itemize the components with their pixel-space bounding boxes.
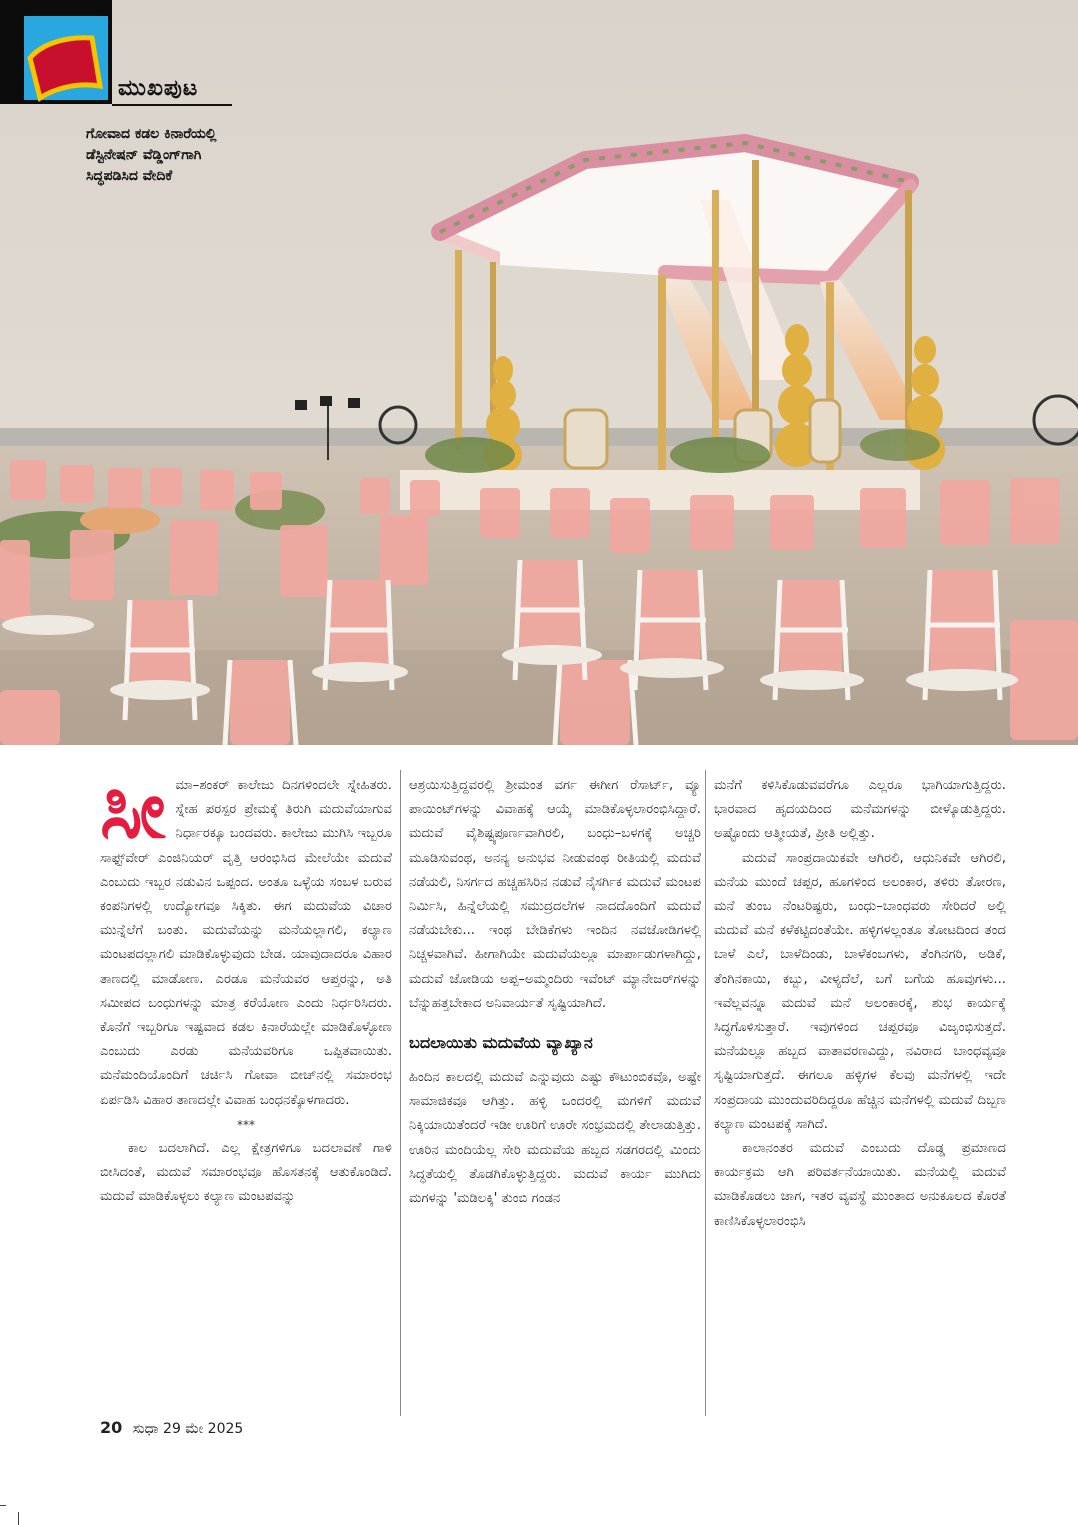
section-label-rule: [112, 104, 232, 106]
article-paragraph: ಹಿಂದಿನ ಕಾಲದಲ್ಲಿ ಮದುವೆ ಎನ್ನುವುದು ಎಷ್ಟು ಕೌಟುಂಬಿಕವೊ, ಅಷ್ಟೇ ಸಾಮಾಜಿಕವೂ ಆಗಿತ್ತು. ಹಳ್ಳಿ ಒಂದರಲ್ಲಿ ಮಗಳಿಗೆ ಮದುವೆ ನಿಕ್ಕಿಯಾಯಿತೆಂದರೆ ಇಡೀ ಊರಿಗೆ ಊರೇ ಸಂಭ್ರಮದಲ್ಲಿ ತೇಲಾಡುತ್ತಿತ್ತು. ಊರಿನ ಮಂದಿಯೆಲ್ಲ ಸೇರಿ ಮದುವೆಯ ಹಬ್ಬದ ಸಡಗರದಲ್ಲಿ ಮಿಂದು ಸಿದ್ಧತೆಯಲ್ಲಿ ತೊಡಗಿಕೊಳ್ಳುತ್ತಿದ್ದರು. ಮದುವೆ ಕಾರ್ಯ ಮುಗಿದು ಮಗಳನ್ನು 'ಮಡಿಲಕ್ಕಿ' ತುಂಬಿ ಗಂಡನ: [409, 1070, 701, 1207]
magazine-section-logo-icon: [0, 0, 112, 104]
article-paragraph: ಮನೆಗೆ ಕಳಿಸಿಕೊಡುವವರೆಗೂ ಎಲ್ಲರೂ ಭಾಗಿಯಾಗುತ್ತಿದ್ದರು. ಭಾರವಾದ ಹೃದಯದಿಂದ ಮನೆಮಗಳನ್ನು ಬೀಳ್ಕೊಡುತ್ತಿದ್ದರು. ಅಷ್ಟೊಂದು ಆತ್ಮೀಯತೆ, ಪ್ರೀತಿ ಅಲ್ಲಿತ್ತು.: [714, 778, 1006, 842]
page-footer: [100, 1418, 243, 1437]
caption-line: ಸಿದ್ಧಪಡಿಸಿದ ವೇದಿಕೆ: [86, 168, 173, 184]
magazine-date: ಸುಧಾ 29 ಮೇ 2025: [132, 1421, 244, 1437]
article-paragraph: [100, 762, 392, 1113]
article-paragraph: ಮದುವೆ ಸಾಂಪ್ರದಾಯಿಕವೇ ಆಗಿರಲಿ, ಆಧುನಿಕವೇ ಆಗಿರಲಿ, ಮನೆಯ ಮುಂದೆ ಚಪ್ಪರ, ಹೂಗಳಿಂದ ಅಲಂಕಾರ, ತಳಿರು ತೋರಣ, ಮನೆ ತುಂಬ ನೆಂಟರಿಷ್ಟರು, ಬಂಧು–ಬಾಂಧವರು ಸೇರಿದರೆ ಅಲ್ಲಿ ಮದುವೆ ಮನೆ ಕಳೆಕಟ್ಟಿದಂತೆಯೇ. ಹಳ್ಳಿಗಳಲ್ಲಂತೂ ತೋಟದಿಂದ ತಂದ ಬಾಳೆ ಎಲೆ, ಬಾಳೆದಿಂಡು, ಬಾಳೆಕಂಬಗಳು, ತೆಂಗಿನಗರಿ, ಅಡಿಕೆ, ತೆಂಗಿನಕಾಯಿ, ಕಬ್ಬು, ವೀಳ್ಯದೆಲೆ, ಬಗೆ ಬಗೆಯ ಹೂವುಗಳು... ಇವೆಲ್ಲವನ್ನೂ ಮದುವೆ ಮನೆ ಅಲಂಕಾರಕ್ಕೆ, ಶುಭ ಕಾರ್ಯಕ್ಕೆ ಸಿದ್ಧಗೊಳಿಸುತ್ತಾರೆ. ಇವುಗಳಿಂದ ಚಪ್ಪರವೂ ವಿಜೃಂಭಿಸುತ್ತದೆ. ಮನೆಯಲ್ಲೂ ಹಬ್ಬದ ವಾತಾವರಣವಿದ್ದು, ನವಿರಾದ ಬಾಂಧವ್ಯವೂ ಸೃಷ್ಟಿಯಾಗುತ್ತದೆ. ಈಗಲೂ ಹಳ್ಳಿಗಳ ಕೆಲವು ಮನೆಗಳಲ್ಲಿ ಇದೇ ಸಂಪ್ರದಾಯ ಮುಂದುವರಿದಿದ್ದರೂ ಹೆಚ್ಚಿನ ಮನೆಗಳಲ್ಲಿ ಮದುವೆ ದಿಬ್ಬಣ ಕಲ್ಯಾಣ ಮಂಟಪಕ್ಕೆ ಸಾಗಿದೆ.: [714, 850, 1006, 1132]
section-separator: ***: [237, 1117, 255, 1132]
column-divider: [400, 770, 401, 1416]
article-subheading: ಬದಲಾಯಿತು ಮದುವೆಯ ವ್ಯಾಖ್ಯಾನ: [409, 1033, 593, 1053]
article-column-2: [409, 774, 701, 1211]
article-column-1: [100, 762, 392, 1209]
dropcap: ಸೀ: [100, 762, 166, 856]
crop-mark: [0, 1505, 6, 1506]
article-column-3: [714, 774, 1006, 1234]
section-logo: [0, 0, 112, 104]
beach-wedding-photo: [0, 0, 1078, 745]
paragraph-text: ಮಾ–ಶಂಕರ್ ಕಾಲೇಜು ದಿನಗಳಿಂದಲೇ ಸ್ನೇಹಿತರು. ಸ್ನೇಹ ಪರಸ್ಪರ ಪ್ರೇಮಕ್ಕೆ ತಿರುಗಿ ಮದುವೆಯಾಗುವ ನಿರ್ಧಾರಕ್ಕೂ ಬಂದವರು. ಕಾಲೇಜು ಮುಗಿಸಿ ಇಬ್ಬರೂ ಸಾಫ್ಟ್‌ವೇರ್ ಎಂಜಿನಿಯರ್ ವೃತ್ತಿ ಆರಂಭಿಸಿದ ಮೇಲೆಯೇ ಮದುವೆ ಎಂಬುದು ಇಬ್ಬರ ನಡುವಿನ ಒಪ್ಪಂದ. ಅಂತೂ ಒಳ್ಳೆಯ ಸಂಬಳ ಬರುವ ಕಂಪನಿಗಳಲ್ಲಿ ಉದ್ಯೋಗವೂ ಸಿಕ್ಕಿತು. ಈಗ ಮದುವೆಯ ವಿಚಾರ ಮುನ್ನೆಲೆಗೆ ಬಂತು. ಮದುವೆಯನ್ನು ಮನೆಯಲ್ಲಾಗಲಿ, ಕಲ್ಯಾಣ ಮಂಟಪದಲ್ಲಾಗಲಿ ಮಾಡಿಕೊಳ್ಳುವುದು ಬೇಡ. ಯಾವುದಾದರೂ ವಿಹಾರ ತಾಣದಲ್ಲಿ ಮಾಡೋಣ. ಎರಡೂ ಮನೆಯವರ ಆಪ್ತರನ್ನು, ಅತಿ ಸಮೀಪದ ಬಂಧುಗಳನ್ನು ಮಾತ್ರ ಕರೆಯೋಣ ಎಂದು ನಿರ್ಧರಿಸಿದರು. ಕೊನೆಗೆ ಇಬ್ಬರಿಗೂ ಇಷ್ಟವಾದ ಕಡಲ ಕಿನಾರೆಯಲ್ಲೇ ಮಾಡಿಕೊಳ್ಳೋಣ ಎಂಬುದು ಎರಡು ಮನೆಯವರಿಗೂ ಒಪ್ಪಿತವಾಯಿತು. ಮನೆಮಂದಿಯೊಂದಿಗೆ ಚರ್ಚಿಸಿ ಗೋವಾ ಬೀಚ್‌ನಲ್ಲಿ ಸಮಾರಂಭ ಏರ್ಪಡಿಸಿ ವಿಹಾರ ತಾಣದಲ್ಲೇ ವಿವಾಹ ಬಂಧನಕ್ಕೊಳಗಾದರು.: [100, 778, 392, 1108]
caption-line: ಡೆಸ್ಟಿನೇಷನ್ ವೆಡ್ಡಿಂಗ್‌ಗಾಗಿ: [86, 147, 202, 163]
article-paragraph: ಆಶ್ರಯಿಸುತ್ತಿದ್ದವರಲ್ಲಿ ಶ್ರೀಮಂತ ವರ್ಗ ಈಗೀಗ ರೆಸಾರ್ಟ್, ವ್ಯೂ ಪಾಯಿಂಟ್‌ಗಳನ್ನು ವಿವಾಹಕ್ಕೆ ಆಯ್ಕೆ ಮಾಡಿಕೊಳ್ಳಲಾರಂಭಿಸಿದ್ದಾರೆ. ಮದುವೆ ವೈಶಿಷ್ಟ್ಯಪೂರ್ಣವಾಗಿರಲಿ, ಬಂಧು–ಬಳಗಕ್ಕೆ ಅಚ್ಚರಿ ಮೂಡಿಸುವಂಥ, ಅನನ್ಯ ಅನುಭವ ನೀಡುವಂಥ ರೀತಿಯಲ್ಲಿ ಮದುವೆ ನಡೆಯಲಿ, ನಿಸರ್ಗದ ಹಚ್ಚಹಸಿರಿನ ನಡುವೆ ನೈಸರ್ಗಿಕ ಮದುವೆ ಮಂಟಪ ನಿರ್ಮಿಸಿ, ಹಿನ್ನೆಲೆಯಲ್ಲಿ ಸಮುದ್ರದಲೆಗಳ ನಾದದೊಂದಿಗೆ ಮದುವೆ ನಡೆಯಬೇಕು... ಇಂಥ ಬೇಡಿಕೆಗಳು ಇಂದಿನ ನವಜೋಡಿಗಳಲ್ಲಿ ನಿಚ್ಚಳವಾಗಿವೆ. ಹೀಗಾಗಿಯೇ ಮದುವೆಯಲ್ಲೂ ಮಾರ್ಪಾಡುಗಳಾಗಿದ್ದು, ಮದುವೆ ಜೋಡಿಯ ಅಪ್ಪ–ಅಮ್ಮಂದಿರು ಇವೆಂಟ್ ಮ್ಯಾನೇಜರ್‌ಗಳನ್ನು ಬೆನ್ನುಹತ್ತಬೇಕಾದ ಅನಿವಾರ್ಯತೆ ಸೃಷ್ಟಿಯಾಗಿದೆ.: [409, 778, 701, 1011]
photo-caption: [86, 124, 306, 187]
article-paragraph: ಕಾಲ ಬದಲಾಗಿದೆ. ಎಲ್ಲ ಕ್ಷೇತ್ರಗಳಿಗೂ ಬದಲಾವಣೆ ಗಾಳಿ ಬೀಸಿದಂತೆ, ಮದುವೆ ಸಮಾರಂಭವೂ ಹೊಸತನಕ್ಕೆ ಆತುಕೊಂಡಿದೆ. ಮದುವೆ ಮಾಡಿಕೊಳ್ಳಲು ಕಲ್ಯಾಣ ಮಂಟಪವನ್ನು: [100, 1140, 392, 1205]
caption-line: ಗೋವಾದ ಕಡಲ ಕಿನಾರೆಯಲ್ಲಿ: [86, 126, 217, 142]
column-divider: [705, 770, 706, 1416]
section-label: ಮುಖಪುಟ: [118, 76, 199, 101]
article-paragraph: ಕಾಲಾನಂತರ ಮದುವೆ ಎಂಬುದು ದೊಡ್ಡ ಪ್ರಮಾಣದ ಕಾರ್ಯಕ್ರಮ ಆಗಿ ಪರಿವರ್ತನೆಯಾಯಿತು. ಮನೆಯಲ್ಲಿ ಮದುವೆ ಮಾಡಿಕೊಡಲು ಜಾಗ, ಇತರ ವ್ಯವಸ್ಥೆ ಮುಂತಾದ ಅನುಕೂಲದ ಕೊರತೆ ಕಾಣಿಸಿಕೊಳ್ಳಲಾರಂಭಿಸಿ: [714, 1141, 1006, 1229]
page-number: 20: [100, 1418, 123, 1437]
crop-mark: [18, 1512, 19, 1525]
cover-photo: [0, 0, 1078, 745]
